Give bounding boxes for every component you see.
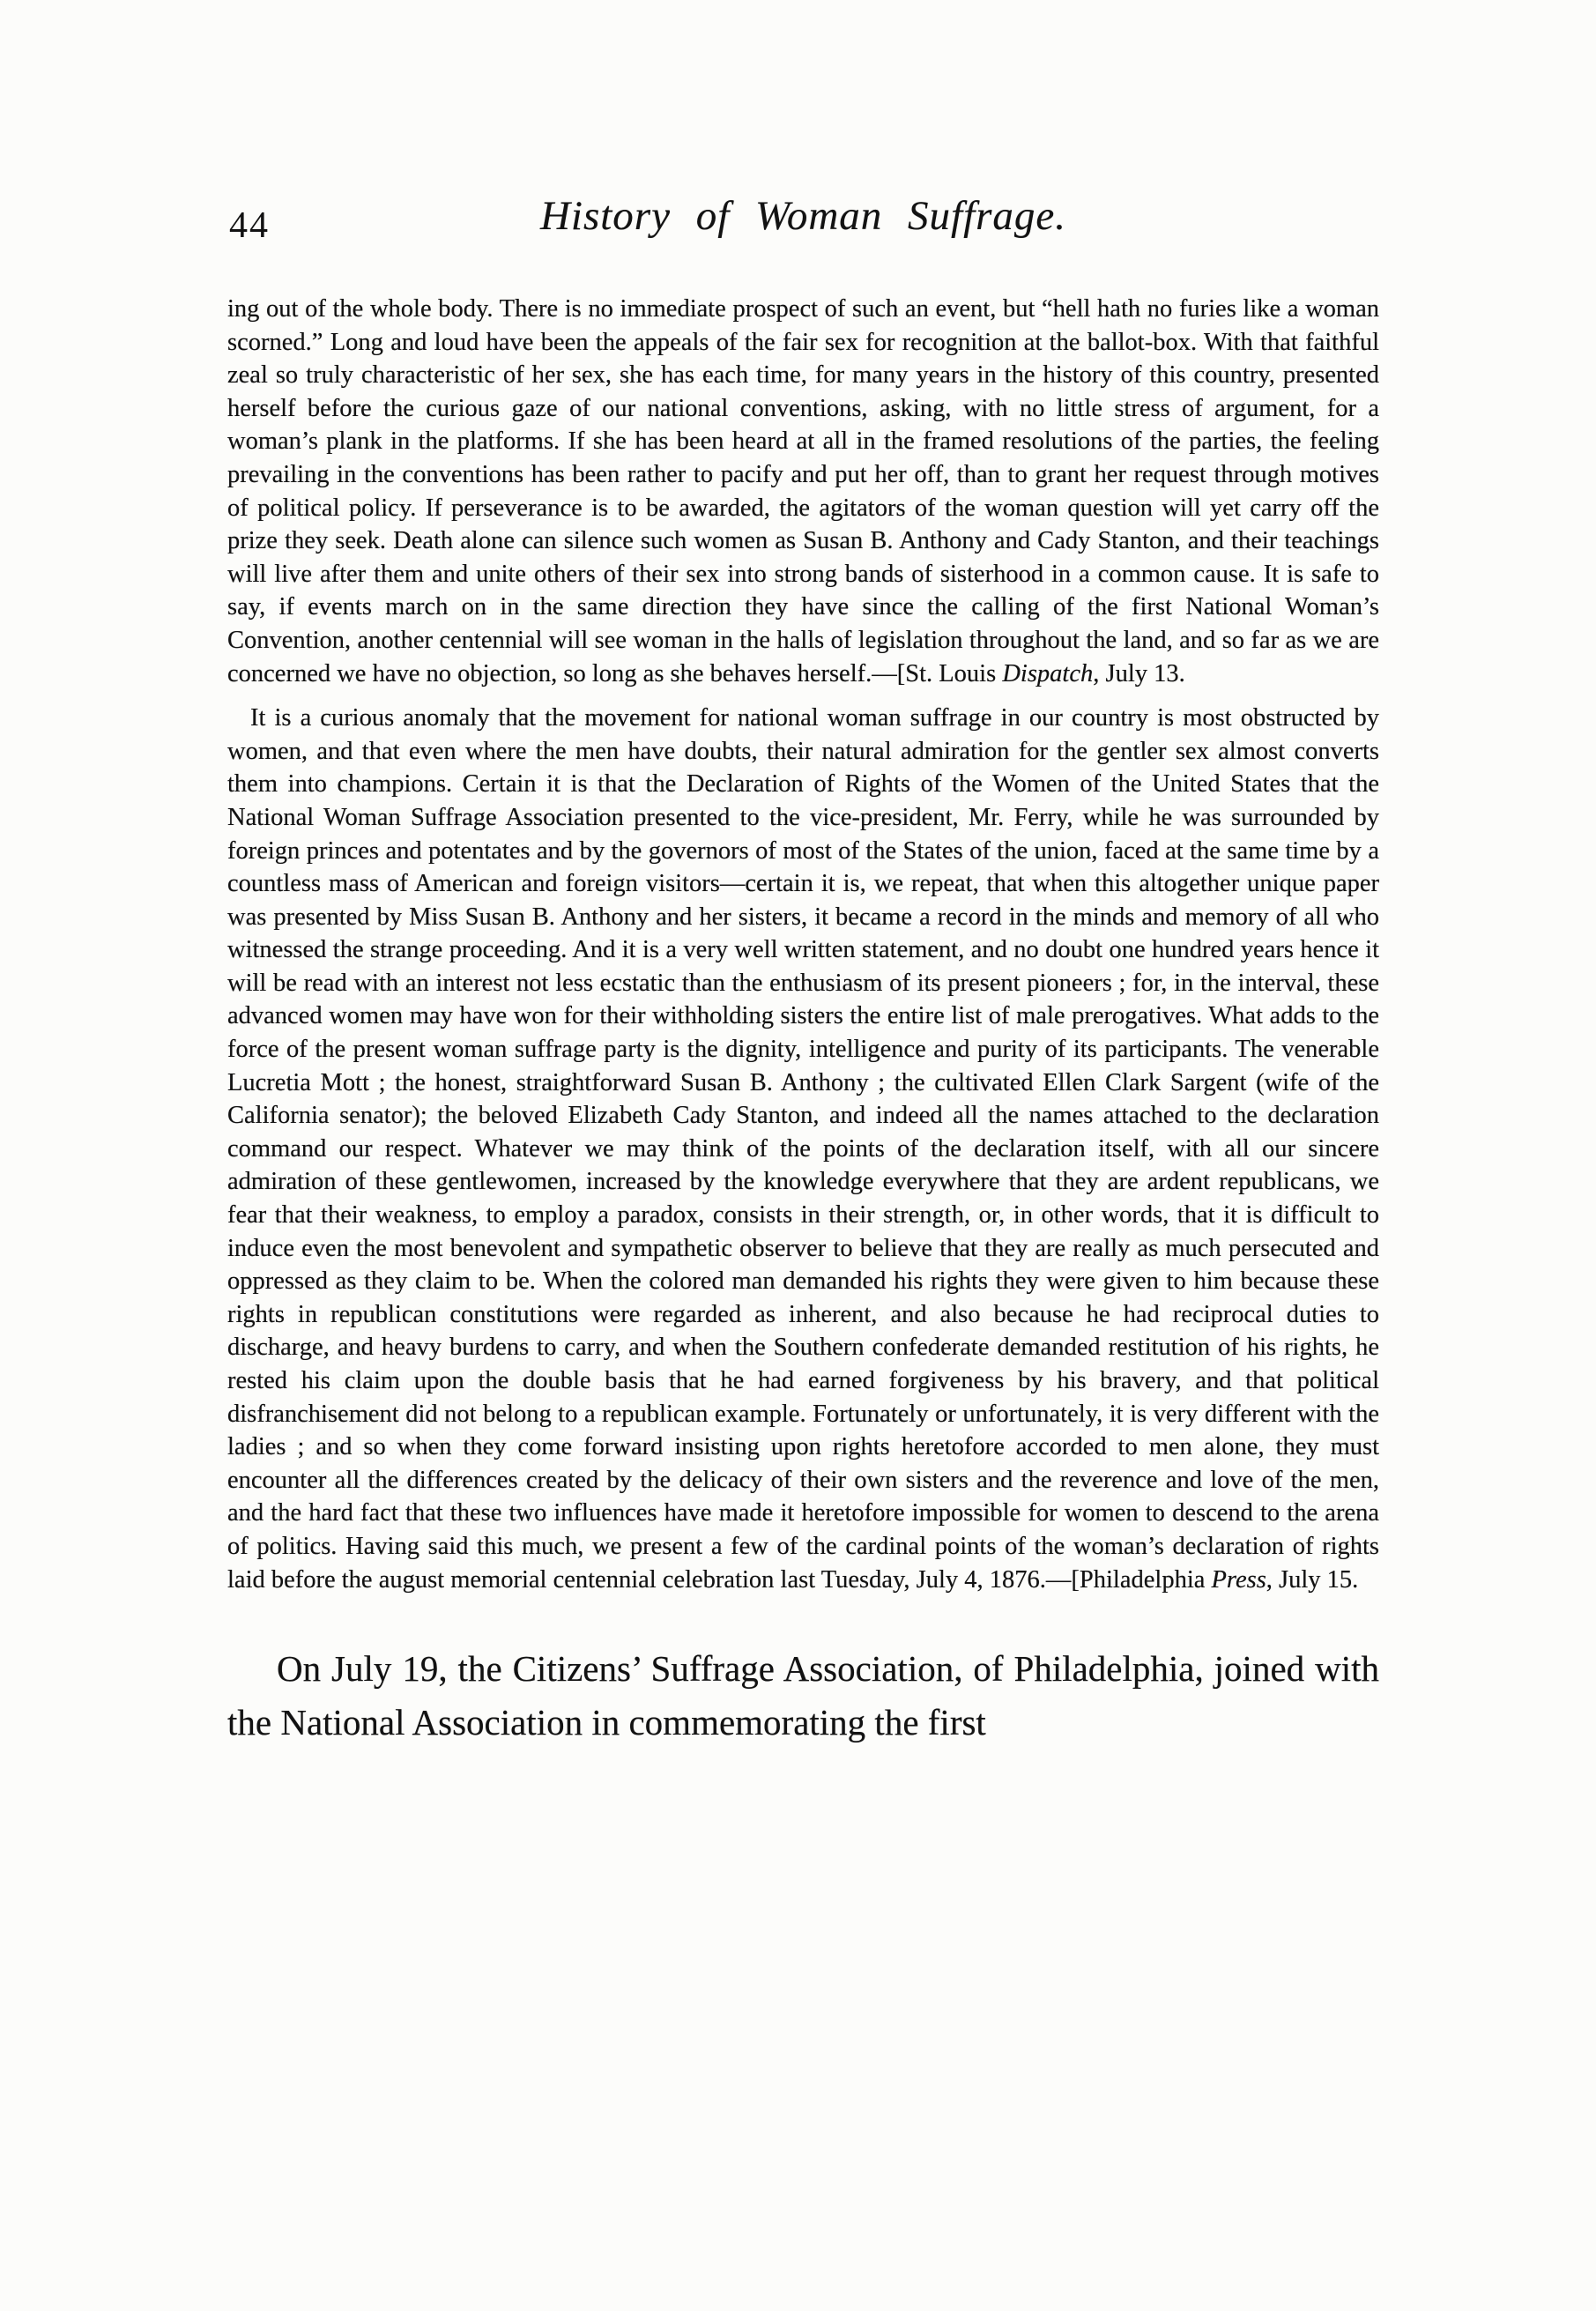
excerpt-citation-date: , July 15.	[1266, 1565, 1359, 1594]
text-block	[227, 293, 1379, 1750]
excerpt-text: It is a curious anomaly that the movement for national woman suffrage in our country is most obstructed by women, and that even where the men have doubts, their natural admiration for the gentler sex almost converts them into champions. Certain it is that the Declaration of Rights of the Women of the United States that the National Woman Suffrage Association presented to the vice-president, Mr. Ferry, while he was surrounded by foreign princes and potentates and by the governors of most of the States of the union, faced at the same time by a countless mass of American and foreign visitors—certain it is, we repeat, that when this altogether unique paper was presented by Miss Susan B. Anthony and her sisters, it became a record in the minds and memory of all who witnessed the strange proceeding. And it is a very well written statement, and no doubt one hundred years hence it will be read with an interest not less ecstatic than the enthusiasm of its present pioneers ; for, in the interval, these advanced women may have won for their withholding sisters the entire list of male prerogatives. What adds to the force of the present woman suffrage party is the dignity, intelligence and purity of its participants. The venerable Lucretia Mott ; the honest, straightforward Susan B. Anthony ; the cultivated Ellen Clark Sargent (wife of the California senator); the beloved Elizabeth Cady Stanton, and indeed all the names attached to the declaration command our respect. Whatever we may think of the points of the declaration itself, with all our sincere admiration of these gentlewomen, increased by the knowledge everywhere that they are ardent republicans, we fear that their weakness, to employ a paradox, consists in their strength, or, in other words, that it is difficult to induce even the most benevolent and sympathetic observer to believe that they are really as much persecuted and oppressed as they claim to be. When the colored man demanded his rights they were given to him because these rights in republican constitutions were regarded as inherent, and also because he had reciprocal duties to discharge, and heavy burdens to carry, and when the Southern confederate demanded restitution of his rights, he rested his claim upon the double basis that he had earned forgiveness by his bravery, and that political disfranchisement did not belong to a republican example. Fortunately or unfortunately, it is very different with the ladies ; and so when they come forward insisting upon rights heretofore accorded to men alone, they must encounter all the differences created by the delicacy of their own sisters and the reverence and love of the men, and the hard fact that these two influences have made it heretofore impossible for women to descend to the arena of politics. Having said this much, we present a few of the cardinal points of the woman’s declaration of rights laid before the august memorial centennial celebration last Tuesday, July 4, 1876.—[Philadelphia	[227, 704, 1379, 1594]
excerpt-text: ing out of the whole body. There is no immediate prospect of such an event, but “hell hath no furies like a woman scorned.” Long and loud have been the appeals of the fair sex for recognition at the ballot-box. With that faithful zeal so truly characteristic of her sex, she has each time, for many years in the history of this country, presented herself before the curious gaze of our national conventions, asking, with no little stress of argument, for a woman’s plank in the platforms. If she has been heard at all in the framed resolutions of the parties, the feeling prevailing in the conventions has been rather to pacify and put her off, than to grant her request through motives of political policy. If perseverance is to be awarded, the agitators of the woman question will yet carry off the prize they seek. Death alone can silence such women as Susan B. Anthony and Cady Stanton, and their teachings will live after them and unite others of their sex into strong bands of sisterhood in a common cause. It is safe to say, if events march on in the same direction they have since the calling of the first National Woman’s Convention, another centennial will see woman in the halls of legislation throughout the land, and so far as we are concerned we have no objection, so long as she behaves herself.—[St. Louis	[227, 295, 1379, 687]
running-title: History of Woman Suffrage.	[539, 193, 1067, 239]
main-narrative-text: On July 19, the Citizens’ Suffrage Association, of Philadelphia, joined with the National Association in commemorating the first	[227, 1648, 1379, 1743]
excerpt-citation-date: , July 13.	[1093, 659, 1185, 687]
paragraph-st-louis-dispatch-excerpt	[227, 293, 1379, 690]
page-header	[227, 192, 1379, 263]
page-number: 44	[229, 205, 270, 246]
newspaper-name-dispatch: Dispatch	[1002, 659, 1094, 687]
paragraph-philadelphia-press-excerpt	[227, 702, 1379, 1596]
paragraph-main-narrative	[227, 1642, 1379, 1750]
newspaper-name-press: Press	[1211, 1565, 1266, 1594]
